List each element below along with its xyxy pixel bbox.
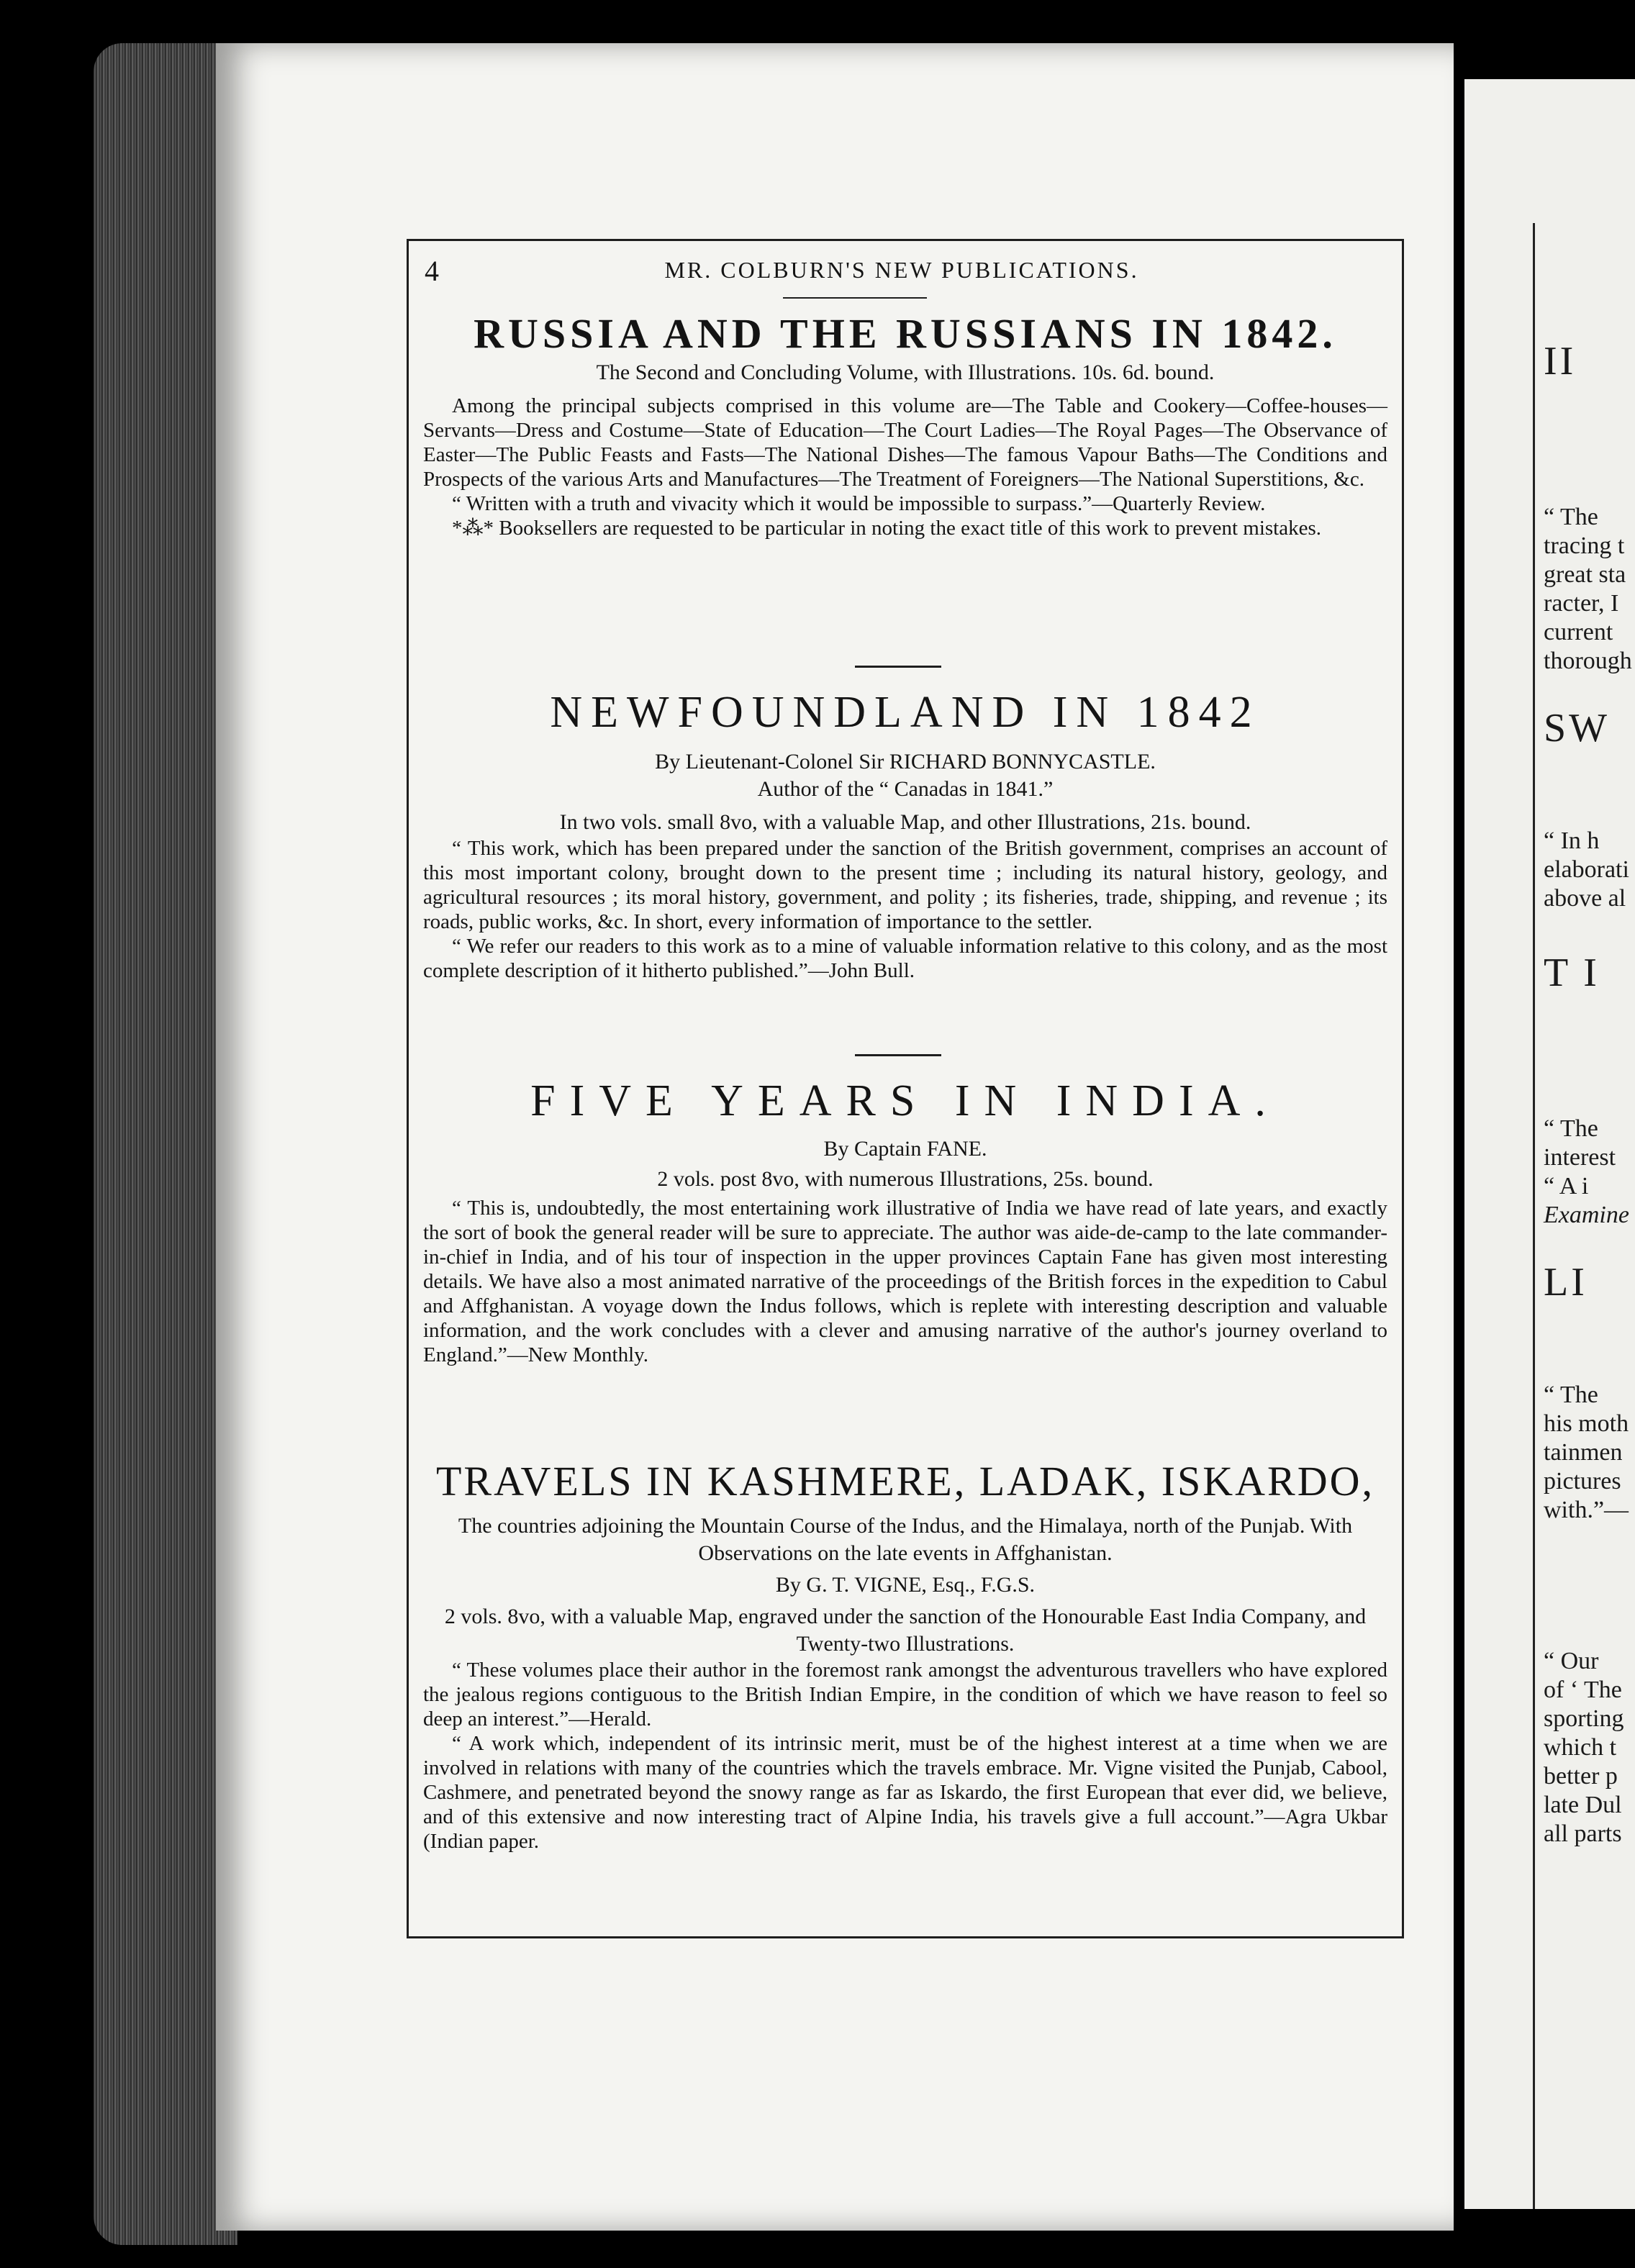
section-byline: By Captain FANE. [823, 1137, 987, 1161]
facing-line: with.”— [1544, 1497, 1629, 1523]
facing-line: “ The [1544, 1115, 1598, 1142]
section-paragraph: “ A work which, independent of its intrinsic merit, must be of the highest interest at a time when we are involved in relations with many of the countries which the travels embrace. Mr. Vigne visited the Punjab, Cabool, Cashmere, and penetrated beyond the snowy range as far as Iskardo, the first European that ever did, we believe, and of this extensive and now interesting tract of Alpine India, his travels give a full account.”—Agra Ukbar (Indian paper. [423, 1732, 1387, 1853]
facing-line: pictures [1544, 1468, 1621, 1494]
section-divider [855, 1054, 941, 1056]
section-paragraph: “ This is, undoubtedly, the most entertaining work illustrative of India we have read of late years, and exactly the sort of book the general reader will be sure to appreciate. The author was aide-de-camp to the late commander-in-chief in India, and of his tour of inspection in the upper provinces Captain Fane has given most interesting details. We have also a most animated narrative of the proceedings of the British forces in the expedition to Cabul and Affghanistan. A voyage down the Indus follows, which is replete with interesting description and valuable information, and the work concludes with a clever and amusing narrative of the author's journey overland to England.”—New Monthly. [423, 1197, 1387, 1366]
section-subtitle: The Second and Concluding Volume, with Illustrations. 10s. 6d. bound. [596, 360, 1215, 384]
facing-line: better p [1544, 1763, 1618, 1790]
header-rule [783, 297, 927, 299]
edition-info: 2 vols. 8vo, with a valuable Map, engraved under the sanction of the Honourable East India Company, and Twenty-two Illustrations. [444, 1605, 1367, 1656]
facing-line: late Dul [1544, 1792, 1622, 1818]
facing-line: “ In h [1544, 827, 1600, 854]
facing-line: SW [1544, 706, 1610, 750]
section-paragraph: Among the principal subjects comprised in this volume are—The Table and Cookery—Coffee-houses—Servants—Dress and Costume—State of Education—The Court Ladies—The Royal Pages—The Observance of Easter—The Public Feasts and Fasts—The National Dishes—The famous Vapour Baths—The Conditions and Prospects of the various Arts and Manufactures—The Treatment of Foreigners—The National Superstitions, &c. [423, 394, 1387, 491]
facing-line: Examine [1544, 1202, 1629, 1228]
section-newfoundland [423, 687, 1387, 983]
page-header [416, 254, 1387, 290]
facing-line: LI [1544, 1260, 1588, 1305]
facing-line: thorough [1544, 648, 1632, 674]
facing-line: II [1544, 339, 1577, 384]
page-number: 4 [425, 255, 439, 287]
facing-line: “ The [1544, 1382, 1598, 1408]
section-paragraph: “ This work, which has been prepared under the sanction of the British government, comprises an account of this most important colony, brought down to the present time ; including its natural history, geology, and agricultural resources ; its moral history, government, and polity ; its fisheries, trade, shipping, and revenue ; its roads, public works, &c. In short, every information of importance to the settler. [423, 837, 1387, 933]
section-paragraph: “ Written with a truth and vivacity which it would be impossible to surpass.”—Quarterly Review. [452, 492, 1266, 515]
facing-line: tainmen [1544, 1439, 1623, 1466]
facing-line: elaborati [1544, 856, 1629, 883]
facing-page [1464, 79, 1635, 2209]
section-title: NEWFOUNDLAND IN 1842 [550, 688, 1261, 737]
facing-line: of ‘ The [1544, 1677, 1622, 1703]
facing-line: current [1544, 619, 1613, 645]
section-byline: By G. T. VIGNE, Esq., F.G.S. [775, 1573, 1036, 1597]
section-kashmere [423, 1457, 1387, 1854]
section-subtitle: The countries adjoining the Mountain Course of the Indus, and the Himalaya, north of the Punjab. With Observations on the late events in Affghanistan. [458, 1514, 1353, 1565]
section-title: FIVE YEARS IN INDIA. [530, 1076, 1280, 1125]
section-paragraph: *⁂* Booksellers are requested to be particular in noting the exact title of this work to prevent mistakes. [452, 517, 1322, 540]
facing-line: “ The [1544, 504, 1598, 530]
facing-line: “ A i [1544, 1173, 1589, 1199]
facing-line: tracing t [1544, 532, 1625, 559]
section-paragraph: “ We refer our readers to this work as to a mine of valuable information relative to this colony, and as the most complete description of it hitherto published.”—John Bull. [423, 935, 1387, 982]
section-russia [423, 309, 1387, 540]
section-paragraph: “ These volumes place their author in the foremost rank amongst the adventurous travellers who have explored the jealous regions contiguous to the British Indian Empire, in the condition of which we have reason to feel so deep an interest.”—Herald. [423, 1659, 1387, 1731]
facing-line: interest [1544, 1144, 1616, 1171]
facing-line: his moth [1544, 1410, 1629, 1437]
author-note: Author of the “ Canadas in 1841.” [757, 777, 1054, 801]
facing-line: sporting [1544, 1705, 1624, 1732]
section-divider [855, 666, 941, 668]
section-title: TRAVELS IN KASHMERE, LADAK, ISKARDO, [435, 1458, 1375, 1505]
facing-line: T I [1544, 951, 1600, 995]
facing-line: great sta [1544, 561, 1626, 588]
facing-line: above al [1544, 885, 1626, 912]
section-india [423, 1076, 1387, 1367]
running-head: MR. COLBURN'S NEW PUBLICATIONS. [664, 257, 1139, 283]
facing-line: all parts [1544, 1820, 1622, 1847]
edition-info: In two vols. small 8vo, with a valuable Map, and other Illustrations, 21s. bound. [559, 810, 1251, 834]
section-byline: By Lieutenant-Colonel Sir RICHARD BONNYCASTLE. [655, 750, 1156, 774]
facing-line: which t [1544, 1734, 1617, 1761]
advertisement-frame [407, 239, 1404, 1938]
facing-line: “ Our [1544, 1648, 1599, 1674]
section-title: RUSSIA AND THE RUSSIANS IN 1842. [474, 310, 1337, 357]
edition-info: 2 vols. post 8vo, with numerous Illustrations, 25s. bound. [657, 1167, 1154, 1191]
facing-line: racter, I [1544, 590, 1619, 617]
